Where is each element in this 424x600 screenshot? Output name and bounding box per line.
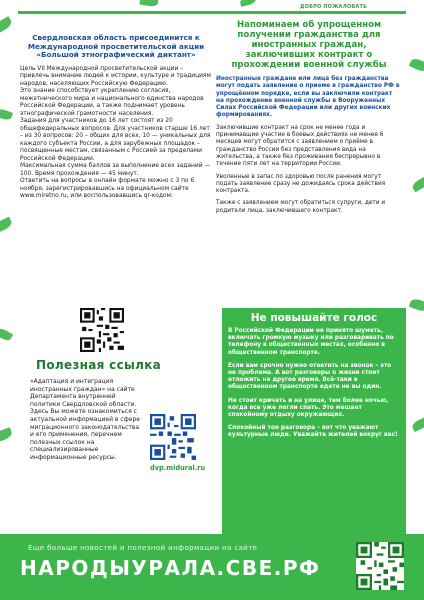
- qr-code-icon[interactable]: [150, 414, 196, 460]
- right-article-body: [216, 125, 402, 215]
- quiet-voice-paragraph: Если вам срочно нужно ответить на звонок – это не проблема. А вот разговоры о жизни стоит отложить на другое время. Всё-таки в общественном транспорте едете не вы один.: [228, 362, 392, 391]
- leaf-icon: [0, 217, 13, 234]
- leaf-icon: [411, 177, 424, 193]
- right-article-title: Напоминаем об упрощенном получении гражданства для иностранных граждан, заключивших контракт о прохождении военной службы: [231, 20, 387, 70]
- leaf-icon: [0, 16, 13, 34]
- top-divider: [18, 11, 406, 14]
- leaf-icon: [409, 297, 424, 313]
- right-paragraph: Заключившие контракт на срок не менее года и принимавшие участие в боевых действиях не менее 6 месяцев могут обратится с заявлением о приёме в гражданство России без представления вида на жительства, а также без проживания беспрерывно в течение пяти лет на территории России.: [216, 124, 384, 168]
- useful-link-title: Полезная ссылка: [36, 358, 162, 372]
- left-article-body: [20, 66, 212, 201]
- leaf-icon: [0, 327, 13, 343]
- quiet-voice-paragraph: Спокойный тон разговора – вот что уважают культурные люди. Уважайте жителей вокруг вас!: [228, 425, 398, 439]
- leaf-icon: [239, 0, 257, 7]
- leaf-icon: [411, 417, 424, 432]
- quiet-voice-paragraph: В Российской Федерации не принято шуметь, включать громкую музыку или разговаривать по телефону в общественных местах, особенно в общественном транспорте.: [228, 328, 394, 356]
- left-paragraph: Это знание способствует укреплению согласия, межэтнического мира и национального единства народов Российской Федерации, а также поднимает уровень этнографической грамотности населения.: [20, 88, 204, 117]
- left-article-title: Свердловская область присоединится к Международной просветительской акции «Большой этнографический диктант»: [27, 33, 205, 59]
- leaf-icon: [0, 427, 13, 443]
- right-bold-paragraph: Иностранные граждане или лица без гражданства могут подать заявление о приеме в гражданство РФ в упрощённом порядке, если вы заключили контракт на прохождение военной службы в Вооруженных Силах Российской Федерации или других воинских формированиях.: [216, 76, 400, 119]
- right-paragraph: Также с заявлением могут обратиться супруги, дети и родители лица, заключившего контракт.: [216, 200, 386, 214]
- leaf-icon: [0, 108, 13, 122]
- left-paragraph: Ответить на вопросы в онлайн формате можно с 3 по 6 ноября, зарегистрировавшись на официальном сайте www.miretno.ru, или воспользовавшись qr-кодом:: [20, 178, 195, 199]
- qr-code-icon[interactable]: [356, 542, 404, 590]
- qr-code-icon[interactable]: [80, 308, 124, 352]
- left-paragraph: Максимальная сумма баллов за выполнение всех заданий — 100. Время прохождения — 45 минут.: [20, 163, 211, 177]
- left-paragraph: Задания для участников до 16 лет состоят из 20 общефедеральных вопросов. Для участников старше 16 лет – из 30 вопросов: 20 – общих для всех, 10 — уникальных для каждого субъекта России, а для зарубежных площадок – посвященные местам, связанным с Россией за пределами Российской Федерации.: [20, 118, 211, 162]
- quiet-voice-panel: [222, 308, 406, 534]
- dvp-link[interactable]: dvp.midural.ru: [150, 464, 206, 472]
- footer-banner: [0, 534, 424, 600]
- quiet-voice-paragraph: Не стоит кричать и на улице, тем более ночью, когда все уже легли спать. Это мешает спокойному отдыху окружающих.: [228, 397, 389, 419]
- leaf-icon: [409, 57, 424, 74]
- right-column: [216, 20, 402, 215]
- quiet-voice-body: [228, 328, 400, 446]
- useful-link-body: «Адаптация и интеграция иностранных граждан» на сайте Департамента внутренней политики Свердловской области. Здесь Вы можете ознакомиться с актуальной информацией в сфере миграционного законодательства и его применения, перечнем полезных ссылок на специализированные информационные ресурсы.: [30, 378, 140, 461]
- leaf-icon: [139, 0, 158, 7]
- right-paragraph: Уволенные в запас по здоровью после ранения могут подать заявление сразу не дожидаясь срока действия контракта.: [216, 173, 386, 195]
- quiet-voice-title: Не повышайте голос: [250, 312, 378, 324]
- footer-site-link[interactable]: НАРОДЫУРАЛА.СВЕ.РФ: [20, 556, 321, 580]
- left-column: [20, 34, 212, 201]
- footer-more-text: Еще больше новостей и полезной информации на сайте: [28, 544, 258, 552]
- left-paragraph: Цель VII Международной просветительской акции – привлечь внимание людей к истории, культуре и традициям народов, населяющих Российскую Федерацию.: [20, 65, 211, 87]
- welcome-label: ДОБРО ПОЖАЛОВАТЬ: [300, 4, 368, 10]
